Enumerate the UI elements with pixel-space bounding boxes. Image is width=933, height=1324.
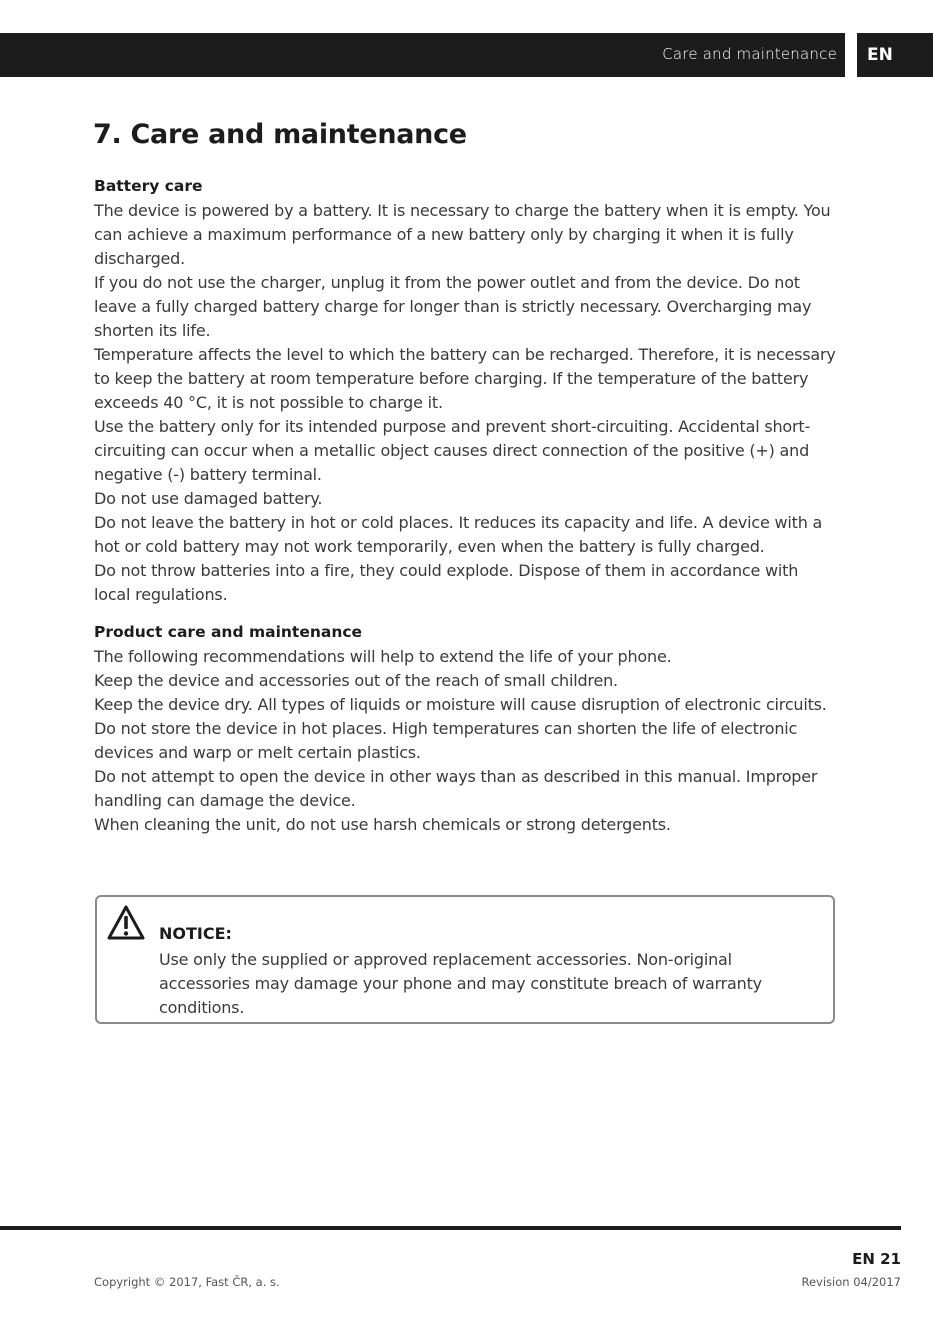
battery-care-heading: Battery care [94,177,203,195]
product-care-paragraph: Keep the device and accessories out of the reach of small children. [94,671,618,690]
product-care-paragraph: When cleaning the unit, do not use harsh chemicals or strong detergents. [94,815,671,834]
warning-triangle-icon [107,905,145,941]
page-number: EN 21 [852,1250,901,1268]
product-care-paragraph: Do not store the device in hot places. High temperatures can shorten the life of electronic devices and warp or melt certain plastics. [94,719,798,762]
page-title: 7. Care and maintenance [93,119,467,150]
battery-care-paragraph: Do not throw batteries into a fire, they could explode. Dispose of them in accordance with local regulations. [94,561,799,604]
product-care-paragraph: The following recommendations will help to extend the life of your phone. [94,647,672,666]
battery-care-paragraph: The device is powered by a battery. It is necessary to charge the battery when it is empty. You can achieve a maximum performance of a new battery only by charging it when it is fully discharged. [94,201,831,268]
product-care-paragraph: Do not attempt to open the device in other ways than as described in this manual. Improper handling can damage the device. [94,767,818,810]
language-tab: EN [857,33,933,77]
header-section-title: Care and maintenance [662,45,837,63]
main-content [94,173,839,837]
notice-box [95,895,835,1024]
product-care-heading: Product care and maintenance [94,623,363,641]
notice-label: NOTICE: [159,924,232,943]
revision-label: Revision 04/2017 [801,1275,901,1289]
product-care-paragraph: Keep the device dry. All types of liquids or moisture will cause disruption of electronic circuits. [94,695,827,714]
footer-rule [0,1226,901,1230]
battery-care-paragraph: If you do not use the charger, unplug it from the power outlet and from the device. Do not leave a fully charged battery charge for longer than is strictly necessary. Overcharging may shorten its life. [94,273,812,340]
notice-text: Use only the supplied or approved replacement accessories. Non-original accessories may damage your phone and may constitute breach of warranty conditions. [159,950,762,1017]
header-bar [0,33,845,77]
battery-care-paragraph: Temperature affects the level to which the battery can be recharged. Therefore, it is necessary to keep the battery at room temperature before charging. If the temperature of the battery exceeds 40 °C, it is not possible to charge it. [94,345,836,412]
battery-care-paragraph: Use the battery only for its intended purpose and prevent short-circuiting. Accidental short-circuiting can occur when a metallic object causes direct connection of the positive (+) and negative (-) battery terminal. [94,417,811,484]
copyright-notice: Copyright © 2017, Fast ČR, a. s. [94,1275,280,1289]
battery-care-paragraph: Do not use damaged battery. [94,489,323,508]
battery-care-paragraph: Do not leave the battery in hot or cold places. It reduces its capacity and life. A device with a hot or cold battery may not work temporarily, even when the battery is fully charged. [94,513,823,556]
section-spacer [94,607,839,619]
